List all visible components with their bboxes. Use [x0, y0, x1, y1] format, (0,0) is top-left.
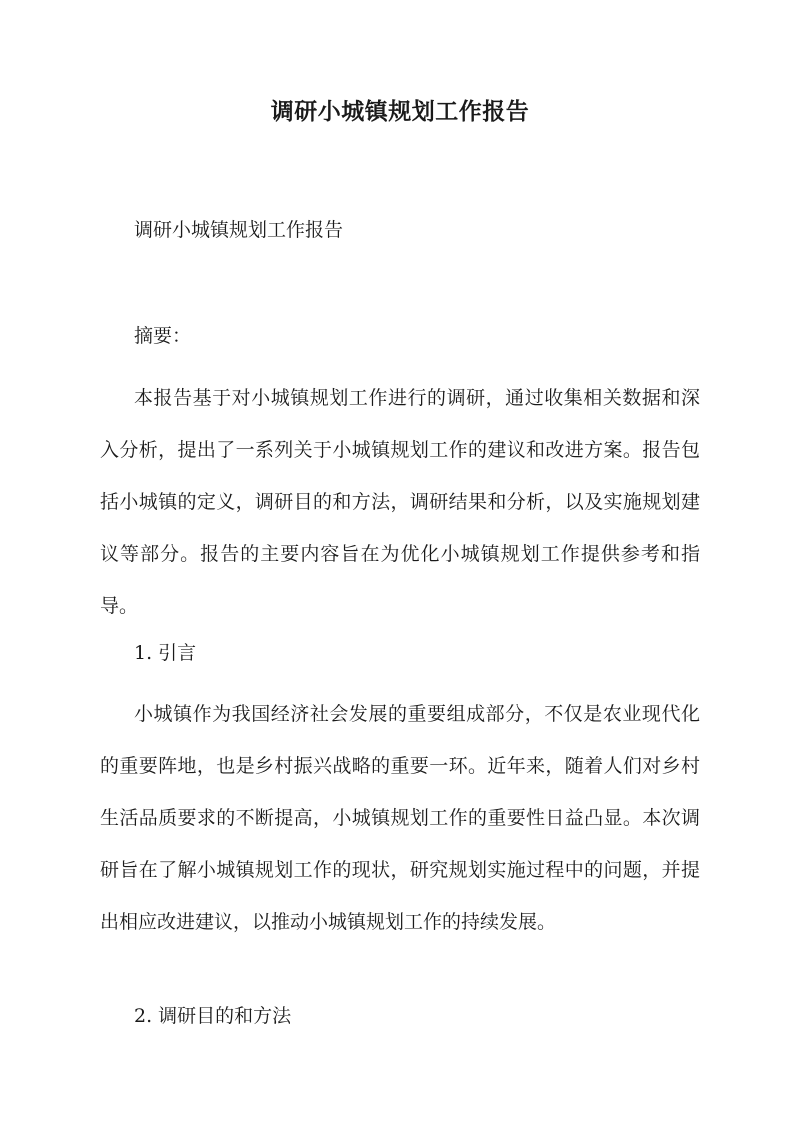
section-heading-purpose-method: 2. 调研目的和方法: [134, 1005, 292, 1027]
document-title: 调研小城镇规划工作报告: [270, 98, 530, 125]
document-subtitle: 调研小城镇规划工作报告: [134, 219, 344, 241]
abstract-heading: 摘要：: [134, 325, 192, 347]
section-heading-introduction: 1. 引言: [134, 642, 197, 664]
abstract-paragraph: 本报告基于对小城镇规划工作进行的调研，通过收集相关数据和深入分析，提出了一系列关于小城镇规划工作的建议和改进方案。报告包括小城镇的定义，调研目的和方法，调研结果和分析，以及实施规划建议等部分。报告的主要内容旨在为优化小城镇规划工作提供参考和指导。: [100, 387, 700, 617]
introduction-paragraph: 小城镇作为我国经济社会发展的重要组成部分，不仅是农业现代化的重要阵地，也是乡村振兴战略的重要一环。近年来，随着人们对乡村生活品质要求的不断提高，小城镇规划工作的重要性日益凸显。本次调研旨在了解小城镇规划工作的现状，研究规划实施过程中的问题，并提出相应改进建议，以推动小城镇规划工作的持续发展。: [100, 703, 700, 933]
